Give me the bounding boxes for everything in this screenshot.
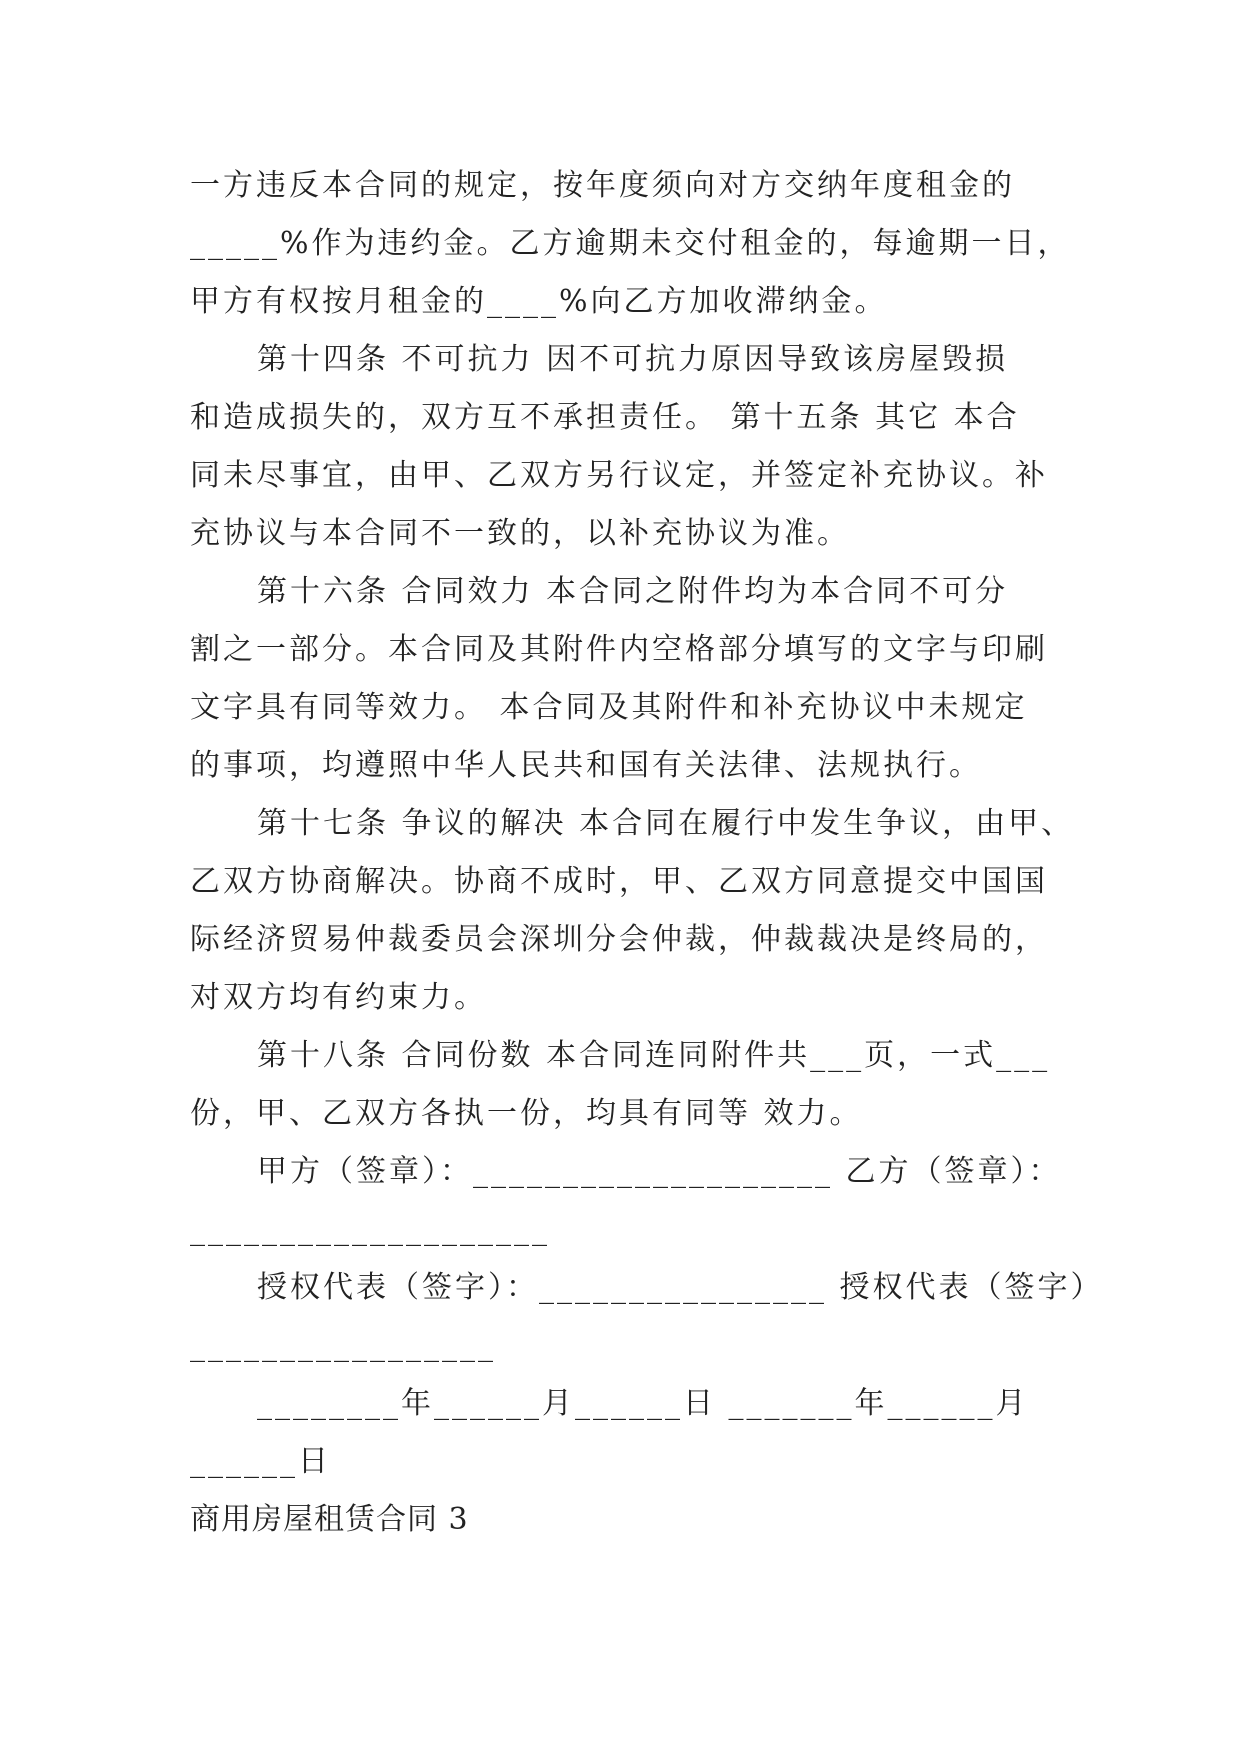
article-14-heading: 第十四条 不可抗力 因不可抗力原因导致该房屋毁损 xyxy=(257,342,1009,377)
signature-blank: _________________ xyxy=(190,1328,496,1363)
text-line: 对双方均有约束力。 xyxy=(190,980,487,1015)
text-line: 份，甲、乙双方各执一份，均具有同等 效力。 xyxy=(190,1096,863,1131)
article-18-heading: 第十八条 合同份数 本合同连同附件共___页，一式___ xyxy=(257,1038,1051,1073)
text-line: 割之一部分。本合同及其附件内空格部分填写的文字与印刷 xyxy=(190,632,1048,667)
text-line: _____%作为违约金。乙方逾期未交付租金的，每逾期一日， xyxy=(190,226,1071,261)
text-line: 的事项，均遵照中华人民共和国有关法律、法规执行。 xyxy=(190,748,982,783)
next-section-title: 商用房屋租赁合同 3 xyxy=(190,1502,469,1537)
text-line: 文字具有同等效力。 本合同及其附件和补充协议中未规定 xyxy=(190,690,1028,725)
article-17-heading: 第十七条 争议的解决 本合同在履行中发生争议，由甲、 xyxy=(257,806,1075,841)
text-line: 际经济贸易仲裁委员会深圳分会仲裁，仲裁裁决是终局的， xyxy=(190,922,1048,957)
text-line: 乙双方协商解决。协商不成时，甲、乙双方同意提交中国国 xyxy=(190,864,1048,899)
text-line: 甲方有权按月租金的____%向乙方加收滞纳金。 xyxy=(190,284,888,319)
signature-blank: ____________________ xyxy=(190,1212,550,1247)
text-line: 同未尽事宜，由甲、乙双方另行议定，并签定补充协议。补 xyxy=(190,458,1048,493)
date-line: ________年______月______日 _______年______月 xyxy=(257,1386,1029,1421)
text-line: 充协议与本合同不一致的，以补充协议为准。 xyxy=(190,516,850,551)
text-line: 一方违反本合同的规定，按年度须向对方交纳年度租金的 xyxy=(190,168,1015,203)
article-16-heading: 第十六条 合同效力 本合同之附件均为本合同不可分 xyxy=(257,574,1009,609)
date-line-continued: ______日 xyxy=(190,1444,331,1479)
signature-line-representatives: 授权代表（签字）：________________ 授权代表（签字） xyxy=(257,1270,1104,1305)
signature-line-parties: 甲方（签章）：____________________ 乙方（签章）： xyxy=(257,1154,1062,1189)
text-line: 和造成损失的，双方互不承担责任。 第十五条 其它 本合 xyxy=(190,400,1020,435)
